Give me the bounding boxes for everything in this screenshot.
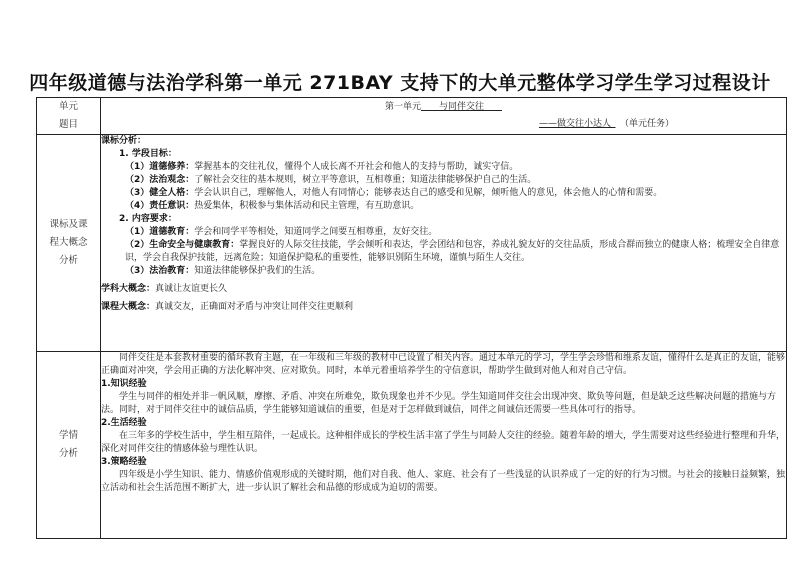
table-row-student-analysis bbox=[37, 352, 787, 539]
row-label-unit bbox=[37, 98, 101, 135]
subsection-title: 1.知识经验 bbox=[101, 379, 147, 389]
label-line: 单元 bbox=[58, 101, 78, 112]
label-line: 课标及课 bbox=[49, 219, 88, 230]
course-concept: 课程大概念：真诚交友，正确面对矛盾与冲突让同伴交往更顺利 bbox=[101, 302, 354, 312]
intro-paragraph: 同伴交往是本套教材重要的循环教育主题，在一年级和三年级的教材中已设置了相关内容。通过本单元的学习，学生学会珍惜和维系友谊，懂得什么是真正的友谊，能够正确面对冲突，学会用正确的方法化解冲突、应对欺负。同时，本单元着重培养学生的守信意识，帮助学生做到对他人和对自己守信。 bbox=[101, 353, 786, 376]
label-line: 分析 bbox=[58, 448, 78, 459]
standards-cell bbox=[101, 135, 787, 352]
task-name: ——做交往小达人 bbox=[538, 119, 611, 129]
goal-item: （4）责任意识：热爱集体，积极参与集体活动和民主管理，有互助意识。 bbox=[125, 201, 420, 211]
page-title: 四年级道德与法治学科第一单元 271BAY 支持下的大单元整体学习学生学习过程设计 bbox=[29, 72, 771, 94]
unit-name: 与同伴交往 bbox=[439, 102, 485, 112]
label-line: 学情 bbox=[58, 430, 78, 441]
unit-prefix: 第一单元 bbox=[384, 102, 421, 112]
subsection-title: 2. 内容要求： bbox=[119, 214, 177, 224]
knowledge-paragraph: 学生与同伴的相处并非一帆风顺，摩擦、矛盾、冲突在所难免，欺负现象也并不少见。学生知道同伴交往会出现冲突、欺负等问题，但是缺乏这些解决问题的措施与方法。同时，对于同伴交往中的诚信品质，学生能够知道诚信的重要，但是对于怎样做到诚信，同伴之间诚信还需要一些具体可行的指导。 bbox=[101, 392, 777, 415]
life-paragraph: 在三年多的学校生活中，学生相互陪伴，一起成长。这种相伴成长的学校生活丰富了学生与同龄人交往的经验。随着年龄的增大，学生需要对这些经验进行整理和升华，深化对同伴交往的情感体验与理性认识。 bbox=[101, 431, 786, 454]
content-item: （2）生命安全与健康教育：掌握良好的人际交往技能，学会倾听和表达，学会团结和包容，养成礼貌友好的交往品质，形成合群而独立的健康人格；梳理安全自律意识，学会自我保护技能，远离危险；知道保护隐私的重要性，能够识别陌生环境，谨慎与陌生人交往。 bbox=[125, 240, 780, 263]
goal-item: （2）法治观念：了解社会交往的基本规则，树立平等意识，互相尊重；知道法律能够保护自己的生活。 bbox=[125, 175, 537, 185]
goal-item: （3）健全人格：学会认识自己，理解他人，对他人有同情心；能够表达自己的感受和见解，倾听他人的意见，体会他人的心情和需要。 bbox=[125, 188, 663, 198]
label-line: 程大概念 bbox=[49, 237, 88, 248]
big-concept: 学科大概念：真诚让友谊更长久 bbox=[101, 284, 228, 294]
task-suffix: （单元任务） bbox=[619, 119, 674, 129]
subsection-title: 2.生活经验 bbox=[101, 418, 147, 428]
unit-task-line bbox=[101, 118, 786, 131]
row-label-student-analysis bbox=[37, 352, 101, 539]
label-line: 题目 bbox=[58, 119, 78, 130]
student-analysis-cell bbox=[101, 352, 787, 539]
label-line: 分析 bbox=[58, 255, 78, 266]
content-item: （3）法治教育：知道法律能够保护我们的生活。 bbox=[125, 266, 321, 276]
subsection-title: 3.策略经验 bbox=[101, 457, 147, 467]
table-row-standards bbox=[37, 135, 787, 352]
design-table bbox=[36, 97, 787, 539]
unit-cell bbox=[101, 98, 787, 135]
strategy-paragraph: 四年级是小学生知识、能力、情感价值观形成的关键时期，他们对自我、他人、家庭、社会有了一些浅显的认识养成了一定的好的行为习惯。与社会的接触日益频繁，独立活动和社会生活范围不断扩大，进一步认识了解社会和品德的形成成为迫切的需要。 bbox=[101, 470, 786, 493]
row-label-standards bbox=[37, 135, 101, 352]
content-item: （1）道德教育：学会和同学平等相处，知道同学之间要互相尊重，友好交往。 bbox=[125, 227, 438, 237]
table-row-unit bbox=[37, 98, 787, 135]
section-heading: 课标分析： bbox=[101, 136, 147, 146]
subsection-title: 1. 学段目标： bbox=[119, 149, 177, 159]
goal-item: （1）道德修养：掌握基本的交往礼仪，懂得个人成长离不开社会和他人的支持与帮助，诚实守信。 bbox=[125, 162, 519, 172]
unit-title-line bbox=[101, 98, 786, 114]
